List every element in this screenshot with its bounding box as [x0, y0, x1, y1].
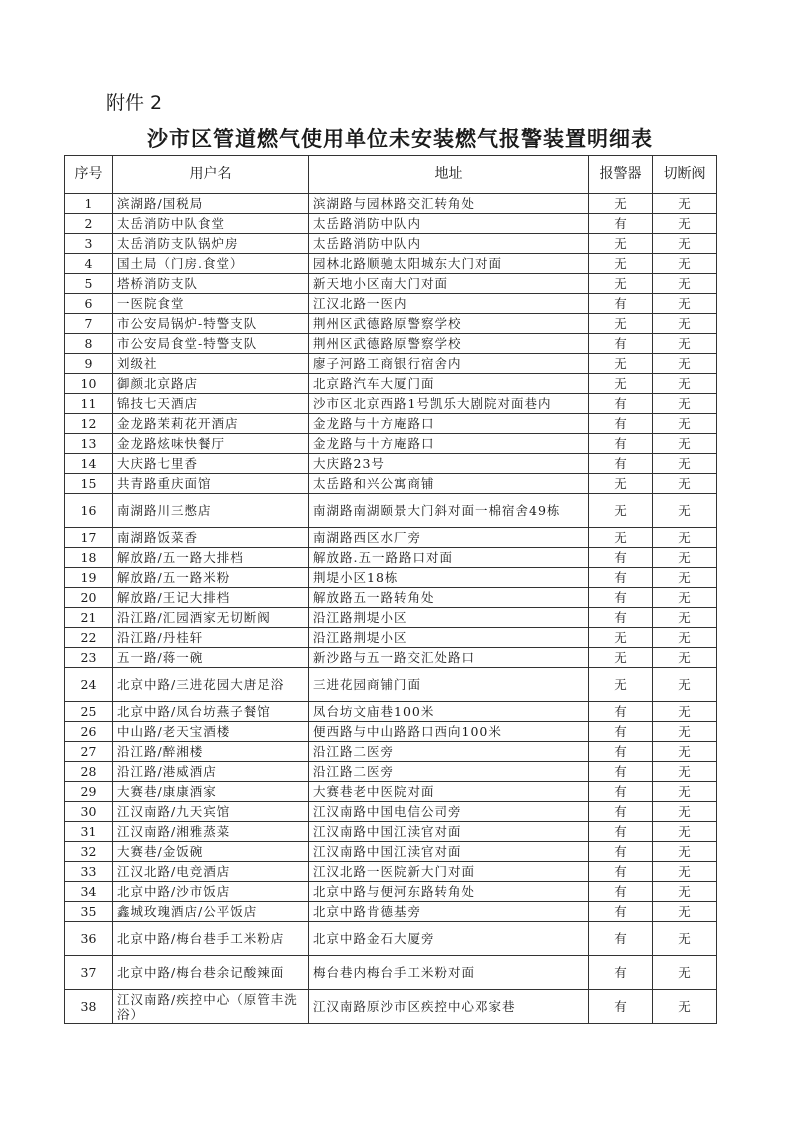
cell-shutoff-valve: 无 — [653, 394, 717, 414]
page-title: 沙市区管道燃气使用单位未安装燃气报警装置明细表 — [147, 126, 653, 151]
cell-address: 江汉北路一医内 — [309, 294, 589, 314]
cell-user-name: 北京中路/梅台巷手工米粉店 — [113, 922, 309, 956]
cell-index: 15 — [65, 474, 113, 494]
cell-index: 1 — [65, 194, 113, 214]
cell-address: 解放路五一路转角处 — [309, 588, 589, 608]
cell-address: 廖子河路工商银行宿舍内 — [309, 354, 589, 374]
cell-alarm: 无 — [589, 648, 653, 668]
cell-address: 金龙路与十方庵路口 — [309, 434, 589, 454]
cell-user-name: 锦技七天酒店 — [113, 394, 309, 414]
cell-address: 三进花园商铺门面 — [309, 668, 589, 702]
cell-user-name: 北京中路/梅台巷余记酸辣面 — [113, 956, 309, 990]
cell-address: 江汉北路一医院新大门对面 — [309, 862, 589, 882]
cell-shutoff-valve: 无 — [653, 434, 717, 454]
cell-index: 8 — [65, 334, 113, 354]
cell-shutoff-valve: 无 — [653, 762, 717, 782]
cell-shutoff-valve: 无 — [653, 782, 717, 802]
cell-shutoff-valve: 无 — [653, 494, 717, 528]
cell-index: 23 — [65, 648, 113, 668]
cell-address: 园林北路顺驰太阳城东大门对面 — [309, 254, 589, 274]
cell-address: 江汉南路原沙市区疾控中心邓家巷 — [309, 990, 589, 1024]
cell-user-name: 南湖路饭菜香 — [113, 528, 309, 548]
cell-user-name: 南湖路川三憋店 — [113, 494, 309, 528]
cell-alarm: 无 — [589, 668, 653, 702]
cell-alarm: 有 — [589, 990, 653, 1024]
cell-user-name: 市公安局食堂-特警支队 — [113, 334, 309, 354]
cell-index: 26 — [65, 722, 113, 742]
cell-user-name: 御颜北京路店 — [113, 374, 309, 394]
cell-user-name: 大赛巷/康康酒家 — [113, 782, 309, 802]
cell-shutoff-valve: 无 — [653, 234, 717, 254]
cell-address: 北京路汽车大厦门面 — [309, 374, 589, 394]
table-row — [65, 354, 717, 374]
cell-user-name: 沿江路/丹桂轩 — [113, 628, 309, 648]
cell-shutoff-valve: 无 — [653, 722, 717, 742]
cell-shutoff-valve: 无 — [653, 842, 717, 862]
table-body — [65, 194, 717, 1024]
cell-address: 沿江路荆堤小区 — [309, 608, 589, 628]
cell-user-name: 一医院食堂 — [113, 294, 309, 314]
cell-shutoff-valve: 无 — [653, 588, 717, 608]
cell-alarm: 有 — [589, 588, 653, 608]
cell-alarm: 无 — [589, 274, 653, 294]
cell-alarm: 有 — [589, 782, 653, 802]
cell-shutoff-valve: 无 — [653, 956, 717, 990]
cell-shutoff-valve: 无 — [653, 214, 717, 234]
cell-shutoff-valve: 无 — [653, 668, 717, 702]
cell-address: 梅台巷内梅台手工米粉对面 — [309, 956, 589, 990]
cell-address: 太岳路消防中队内 — [309, 214, 589, 234]
cell-alarm: 有 — [589, 434, 653, 454]
header-address: 地址 — [309, 156, 589, 194]
cell-index: 16 — [65, 494, 113, 528]
cell-shutoff-valve: 无 — [653, 454, 717, 474]
cell-address: 荆州区武德路原警察学校 — [309, 334, 589, 354]
cell-user-name: 北京中路/凤台坊燕子餐馆 — [113, 702, 309, 722]
table-row — [65, 762, 717, 782]
table-row — [65, 254, 717, 274]
cell-index: 7 — [65, 314, 113, 334]
table-row — [65, 990, 717, 1024]
cell-address: 南湖路西区水厂旁 — [309, 528, 589, 548]
cell-shutoff-valve: 无 — [653, 742, 717, 762]
table-row — [65, 374, 717, 394]
cell-alarm: 无 — [589, 314, 653, 334]
table-row — [65, 782, 717, 802]
cell-alarm: 有 — [589, 902, 653, 922]
cell-shutoff-valve: 无 — [653, 294, 717, 314]
cell-index: 31 — [65, 822, 113, 842]
table-row — [65, 842, 717, 862]
cell-user-name: 解放路/王记大排档 — [113, 588, 309, 608]
table-row — [65, 314, 717, 334]
table-row — [65, 454, 717, 474]
table-row — [65, 494, 717, 528]
cell-shutoff-valve: 无 — [653, 802, 717, 822]
cell-shutoff-valve: 无 — [653, 822, 717, 842]
cell-address: 江汉南路中国电信公司旁 — [309, 802, 589, 822]
cell-user-name: 大庆路七里香 — [113, 454, 309, 474]
cell-index: 17 — [65, 528, 113, 548]
cell-user-name: 鑫城玫瑰酒店/公平饭店 — [113, 902, 309, 922]
cell-user-name: 江汉北路/电竞酒店 — [113, 862, 309, 882]
cell-user-name: 大赛巷/金饭碗 — [113, 842, 309, 862]
cell-index: 38 — [65, 990, 113, 1024]
cell-alarm: 有 — [589, 802, 653, 822]
cell-address: 北京中路金石大厦旁 — [309, 922, 589, 956]
table-row — [65, 742, 717, 762]
table-row — [65, 902, 717, 922]
cell-alarm: 无 — [589, 194, 653, 214]
table-row — [65, 548, 717, 568]
cell-user-name: 沿江路/港威酒店 — [113, 762, 309, 782]
cell-user-name: 江汉南路/湘雅蒸菜 — [113, 822, 309, 842]
cell-alarm: 有 — [589, 822, 653, 842]
cell-alarm: 有 — [589, 922, 653, 956]
table-row — [65, 588, 717, 608]
cell-address: 大庆路23号 — [309, 454, 589, 474]
cell-user-name: 沿江路/汇园酒家无切断阀 — [113, 608, 309, 628]
table-row — [65, 882, 717, 902]
cell-shutoff-valve: 无 — [653, 548, 717, 568]
attachment-label: 附件 2 — [106, 92, 163, 114]
cell-index: 18 — [65, 548, 113, 568]
cell-shutoff-valve: 无 — [653, 568, 717, 588]
cell-index: 24 — [65, 668, 113, 702]
cell-address: 沿江路二医旁 — [309, 742, 589, 762]
cell-index: 13 — [65, 434, 113, 454]
cell-alarm: 有 — [589, 722, 653, 742]
cell-address: 太岳路消防中队内 — [309, 234, 589, 254]
cell-alarm: 无 — [589, 628, 653, 648]
cell-shutoff-valve: 无 — [653, 702, 717, 722]
cell-alarm: 无 — [589, 374, 653, 394]
cell-address: 新沙路与五一路交汇处路口 — [309, 648, 589, 668]
table-row — [65, 722, 717, 742]
cell-index: 34 — [65, 882, 113, 902]
cell-shutoff-valve: 无 — [653, 648, 717, 668]
cell-shutoff-valve: 无 — [653, 414, 717, 434]
cell-index: 12 — [65, 414, 113, 434]
table-row — [65, 234, 717, 254]
table-row — [65, 214, 717, 234]
cell-alarm: 无 — [589, 494, 653, 528]
cell-alarm: 有 — [589, 862, 653, 882]
table-row — [65, 608, 717, 628]
cell-index: 29 — [65, 782, 113, 802]
cell-shutoff-valve: 无 — [653, 314, 717, 334]
table-row — [65, 294, 717, 314]
table-row — [65, 414, 717, 434]
header-user-name: 用户名 — [113, 156, 309, 194]
cell-index: 32 — [65, 842, 113, 862]
cell-alarm: 有 — [589, 882, 653, 902]
cell-address: 凤台坊文庙巷100米 — [309, 702, 589, 722]
cell-shutoff-valve: 无 — [653, 474, 717, 494]
cell-user-name: 北京中路/沙市饭店 — [113, 882, 309, 902]
cell-index: 10 — [65, 374, 113, 394]
cell-alarm: 有 — [589, 956, 653, 990]
cell-index: 36 — [65, 922, 113, 956]
cell-shutoff-valve: 无 — [653, 334, 717, 354]
table-row — [65, 628, 717, 648]
cell-shutoff-valve: 无 — [653, 628, 717, 648]
table-header-row — [65, 156, 717, 194]
table-row — [65, 568, 717, 588]
cell-user-name: 共青路重庆面馆 — [113, 474, 309, 494]
table-row — [65, 434, 717, 454]
header-alarm: 报警器 — [589, 156, 653, 194]
cell-alarm: 无 — [589, 354, 653, 374]
table-row — [65, 394, 717, 414]
table-row — [65, 862, 717, 882]
cell-user-name: 沿江路/醉湘楼 — [113, 742, 309, 762]
cell-shutoff-valve: 无 — [653, 990, 717, 1024]
table-row — [65, 956, 717, 990]
cell-index: 19 — [65, 568, 113, 588]
cell-user-name: 中山路/老天宝酒楼 — [113, 722, 309, 742]
cell-address: 沿江路二医旁 — [309, 762, 589, 782]
cell-index: 5 — [65, 274, 113, 294]
cell-user-name: 江汉南路/九天宾馆 — [113, 802, 309, 822]
cell-alarm: 有 — [589, 608, 653, 628]
cell-alarm: 有 — [589, 454, 653, 474]
table-row — [65, 648, 717, 668]
cell-index: 9 — [65, 354, 113, 374]
cell-index: 2 — [65, 214, 113, 234]
cell-user-name: 太岳消防中队食堂 — [113, 214, 309, 234]
cell-address: 南湖路南湖颐景大门斜对面一棉宿舍49栋 — [309, 494, 589, 528]
cell-alarm: 有 — [589, 214, 653, 234]
cell-address: 沙市区北京西路1号凯乐大剧院对面巷内 — [309, 394, 589, 414]
table-row — [65, 334, 717, 354]
header-shutoff-valve: 切断阀 — [653, 156, 717, 194]
cell-user-name: 刘级社 — [113, 354, 309, 374]
cell-user-name: 北京中路/三进花园大唐足浴 — [113, 668, 309, 702]
table-row — [65, 274, 717, 294]
table-row — [65, 702, 717, 722]
cell-index: 37 — [65, 956, 113, 990]
cell-alarm: 无 — [589, 234, 653, 254]
cell-index: 25 — [65, 702, 113, 722]
cell-alarm: 无 — [589, 254, 653, 274]
cell-shutoff-valve: 无 — [653, 528, 717, 548]
cell-alarm: 有 — [589, 762, 653, 782]
cell-user-name: 太岳消防支队锅炉房 — [113, 234, 309, 254]
cell-user-name: 解放路/五一路大排档 — [113, 548, 309, 568]
cell-address: 北京中路肯德基旁 — [309, 902, 589, 922]
cell-shutoff-valve: 无 — [653, 882, 717, 902]
cell-alarm: 有 — [589, 294, 653, 314]
cell-address: 新天地小区南大门对面 — [309, 274, 589, 294]
cell-address: 便西路与中山路路口西向100米 — [309, 722, 589, 742]
cell-alarm: 有 — [589, 334, 653, 354]
cell-shutoff-valve: 无 — [653, 354, 717, 374]
cell-index: 35 — [65, 902, 113, 922]
cell-shutoff-valve: 无 — [653, 902, 717, 922]
cell-index: 22 — [65, 628, 113, 648]
cell-shutoff-valve: 无 — [653, 862, 717, 882]
cell-address: 荆州区武德路原警察学校 — [309, 314, 589, 334]
cell-index: 21 — [65, 608, 113, 628]
cell-address: 太岳路和兴公寓商铺 — [309, 474, 589, 494]
cell-alarm: 有 — [589, 742, 653, 762]
cell-shutoff-valve: 无 — [653, 274, 717, 294]
cell-user-name: 金龙路茉莉花开酒店 — [113, 414, 309, 434]
cell-user-name: 市公安局锅炉-特警支队 — [113, 314, 309, 334]
cell-user-name: 江汉南路/疾控中心（原管丰洗浴） — [113, 990, 309, 1024]
gas-alarm-table — [64, 155, 717, 1024]
cell-shutoff-valve: 无 — [653, 254, 717, 274]
cell-index: 28 — [65, 762, 113, 782]
cell-address: 江汉南路中国江渎官对面 — [309, 842, 589, 862]
cell-index: 4 — [65, 254, 113, 274]
cell-address: 北京中路与便河东路转角处 — [309, 882, 589, 902]
cell-shutoff-valve: 无 — [653, 374, 717, 394]
cell-index: 33 — [65, 862, 113, 882]
cell-index: 3 — [65, 234, 113, 254]
cell-index: 30 — [65, 802, 113, 822]
table-row — [65, 474, 717, 494]
cell-address: 江汉南路中国江渎官对面 — [309, 822, 589, 842]
cell-shutoff-valve: 无 — [653, 922, 717, 956]
cell-address: 荆堤小区18栋 — [309, 568, 589, 588]
cell-alarm: 无 — [589, 528, 653, 548]
cell-user-name: 塔桥消防支队 — [113, 274, 309, 294]
cell-address: 沿江路荆堤小区 — [309, 628, 589, 648]
cell-user-name: 国土局（门房.食堂） — [113, 254, 309, 274]
table-row — [65, 194, 717, 214]
cell-alarm: 有 — [589, 414, 653, 434]
cell-user-name: 解放路/五一路米粉 — [113, 568, 309, 588]
cell-shutoff-valve: 无 — [653, 608, 717, 628]
header-index: 序号 — [65, 156, 113, 194]
cell-address: 金龙路与十方庵路口 — [309, 414, 589, 434]
cell-alarm: 有 — [589, 568, 653, 588]
cell-user-name: 五一路/蒋一碗 — [113, 648, 309, 668]
cell-alarm: 有 — [589, 702, 653, 722]
cell-user-name: 滨湖路/国税局 — [113, 194, 309, 214]
cell-index: 6 — [65, 294, 113, 314]
cell-address: 大赛巷老中医院对面 — [309, 782, 589, 802]
cell-alarm: 有 — [589, 548, 653, 568]
cell-index: 27 — [65, 742, 113, 762]
table-row — [65, 822, 717, 842]
table-row — [65, 802, 717, 822]
table-row — [65, 922, 717, 956]
cell-address: 解放路.五一路路口对面 — [309, 548, 589, 568]
cell-alarm: 无 — [589, 474, 653, 494]
cell-user-name: 金龙路炫味快餐厅 — [113, 434, 309, 454]
table-row — [65, 528, 717, 548]
cell-shutoff-valve: 无 — [653, 194, 717, 214]
cell-address: 滨湖路与园林路交汇转角处 — [309, 194, 589, 214]
cell-index: 14 — [65, 454, 113, 474]
table-row — [65, 668, 717, 702]
cell-alarm: 有 — [589, 394, 653, 414]
cell-index: 20 — [65, 588, 113, 608]
cell-alarm: 有 — [589, 842, 653, 862]
cell-index: 11 — [65, 394, 113, 414]
